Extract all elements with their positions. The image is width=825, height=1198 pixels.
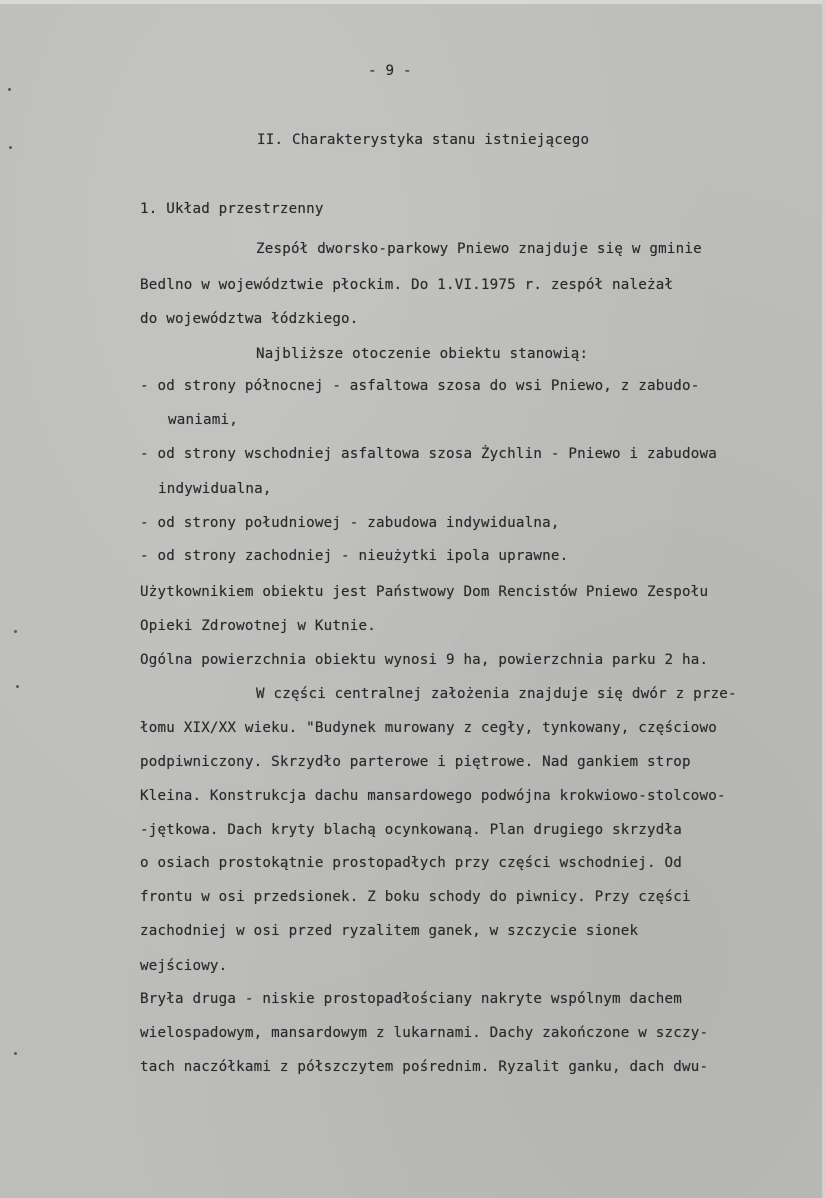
punch-mark [14, 1052, 17, 1055]
page-number: - 9 - [368, 63, 412, 79]
text-line: o osiach prostokątnie prostopadłych przy części wschodniej. Od [140, 855, 682, 871]
text-line: W części centralnej założenia znajduje się dwór z prze- [256, 686, 737, 702]
text-line: -jętkowa. Dach kryty blachą ocynkowaną. Plan drugiego skrzydła [140, 822, 682, 838]
subsection-title: 1. Układ przestrzenny [140, 201, 324, 217]
text-line: Ogólna powierzchnia obiektu wynosi 9 ha, powierzchnia parku 2 ha. [140, 652, 709, 668]
punch-mark [9, 146, 12, 149]
text-line: podpiwniczony. Skrzydło parterowe i piętrowe. Nad gankiem strop [140, 754, 691, 770]
text-line: Kleina. Konstrukcja dachu mansardowego podwójna krokwiowo-stolcowo- [140, 788, 726, 804]
punch-mark [8, 88, 11, 91]
text-line: - od strony wschodniej asfaltowa szosa Żychlin - Pniewo i zabudowa [140, 446, 717, 462]
text-line: indywidualna, [158, 481, 272, 497]
text-line: tach naczółkami z półszczytem pośrednim. Ryzalit ganku, dach dwu- [140, 1059, 709, 1075]
text-line: wejściowy. [140, 958, 228, 974]
text-line: Najbliższe otoczenie obiektu stanowią: [256, 346, 589, 362]
text-line: zachodniej w osi przed ryzalitem ganek, w szczycie sionek [140, 923, 639, 939]
text-line: wielospadowym, mansardowym z lukarnami. Dachy zakończone w szczy- [140, 1025, 709, 1041]
text-line: Bryła druga - niskie prostopadłościany nakryte wspólnym dachem [140, 991, 682, 1007]
text-line: Zespół dworsko-parkowy Pniewo znajduje się w gminie [256, 241, 702, 257]
text-line: Użytkownikiem obiektu jest Państwowy Dom Rencistów Pniewo Zespołu [140, 584, 709, 600]
punch-mark [14, 630, 17, 633]
text-line: - od strony północnej - asfaltowa szosa do wsi Pniewo, z zabudo- [140, 378, 700, 394]
page-top-edge [0, 0, 825, 4]
text-line: Opieki Zdrowotnej w Kutnie. [140, 618, 377, 634]
text-line: łomu XIX/XX wieku. "Budynek murowany z cegły, tynkowany, częściowo [140, 720, 717, 736]
text-line: - od strony zachodniej - nieużytki ipola uprawne. [140, 548, 569, 564]
text-line: - od strony południowej - zabudowa indywidualna, [140, 515, 560, 531]
punch-mark [16, 685, 19, 688]
text-line: waniami, [168, 412, 238, 428]
text-line: do województwa łódzkiego. [140, 311, 359, 327]
text-line: Bedlno w województwie płockim. Do 1.VI.1975 r. zespół należał [140, 277, 674, 293]
text-line: frontu w osi przedsionek. Z boku schody do piwnicy. Przy części [140, 889, 691, 905]
section-title: II. Charakterystyka stanu istniejącego [257, 132, 590, 148]
